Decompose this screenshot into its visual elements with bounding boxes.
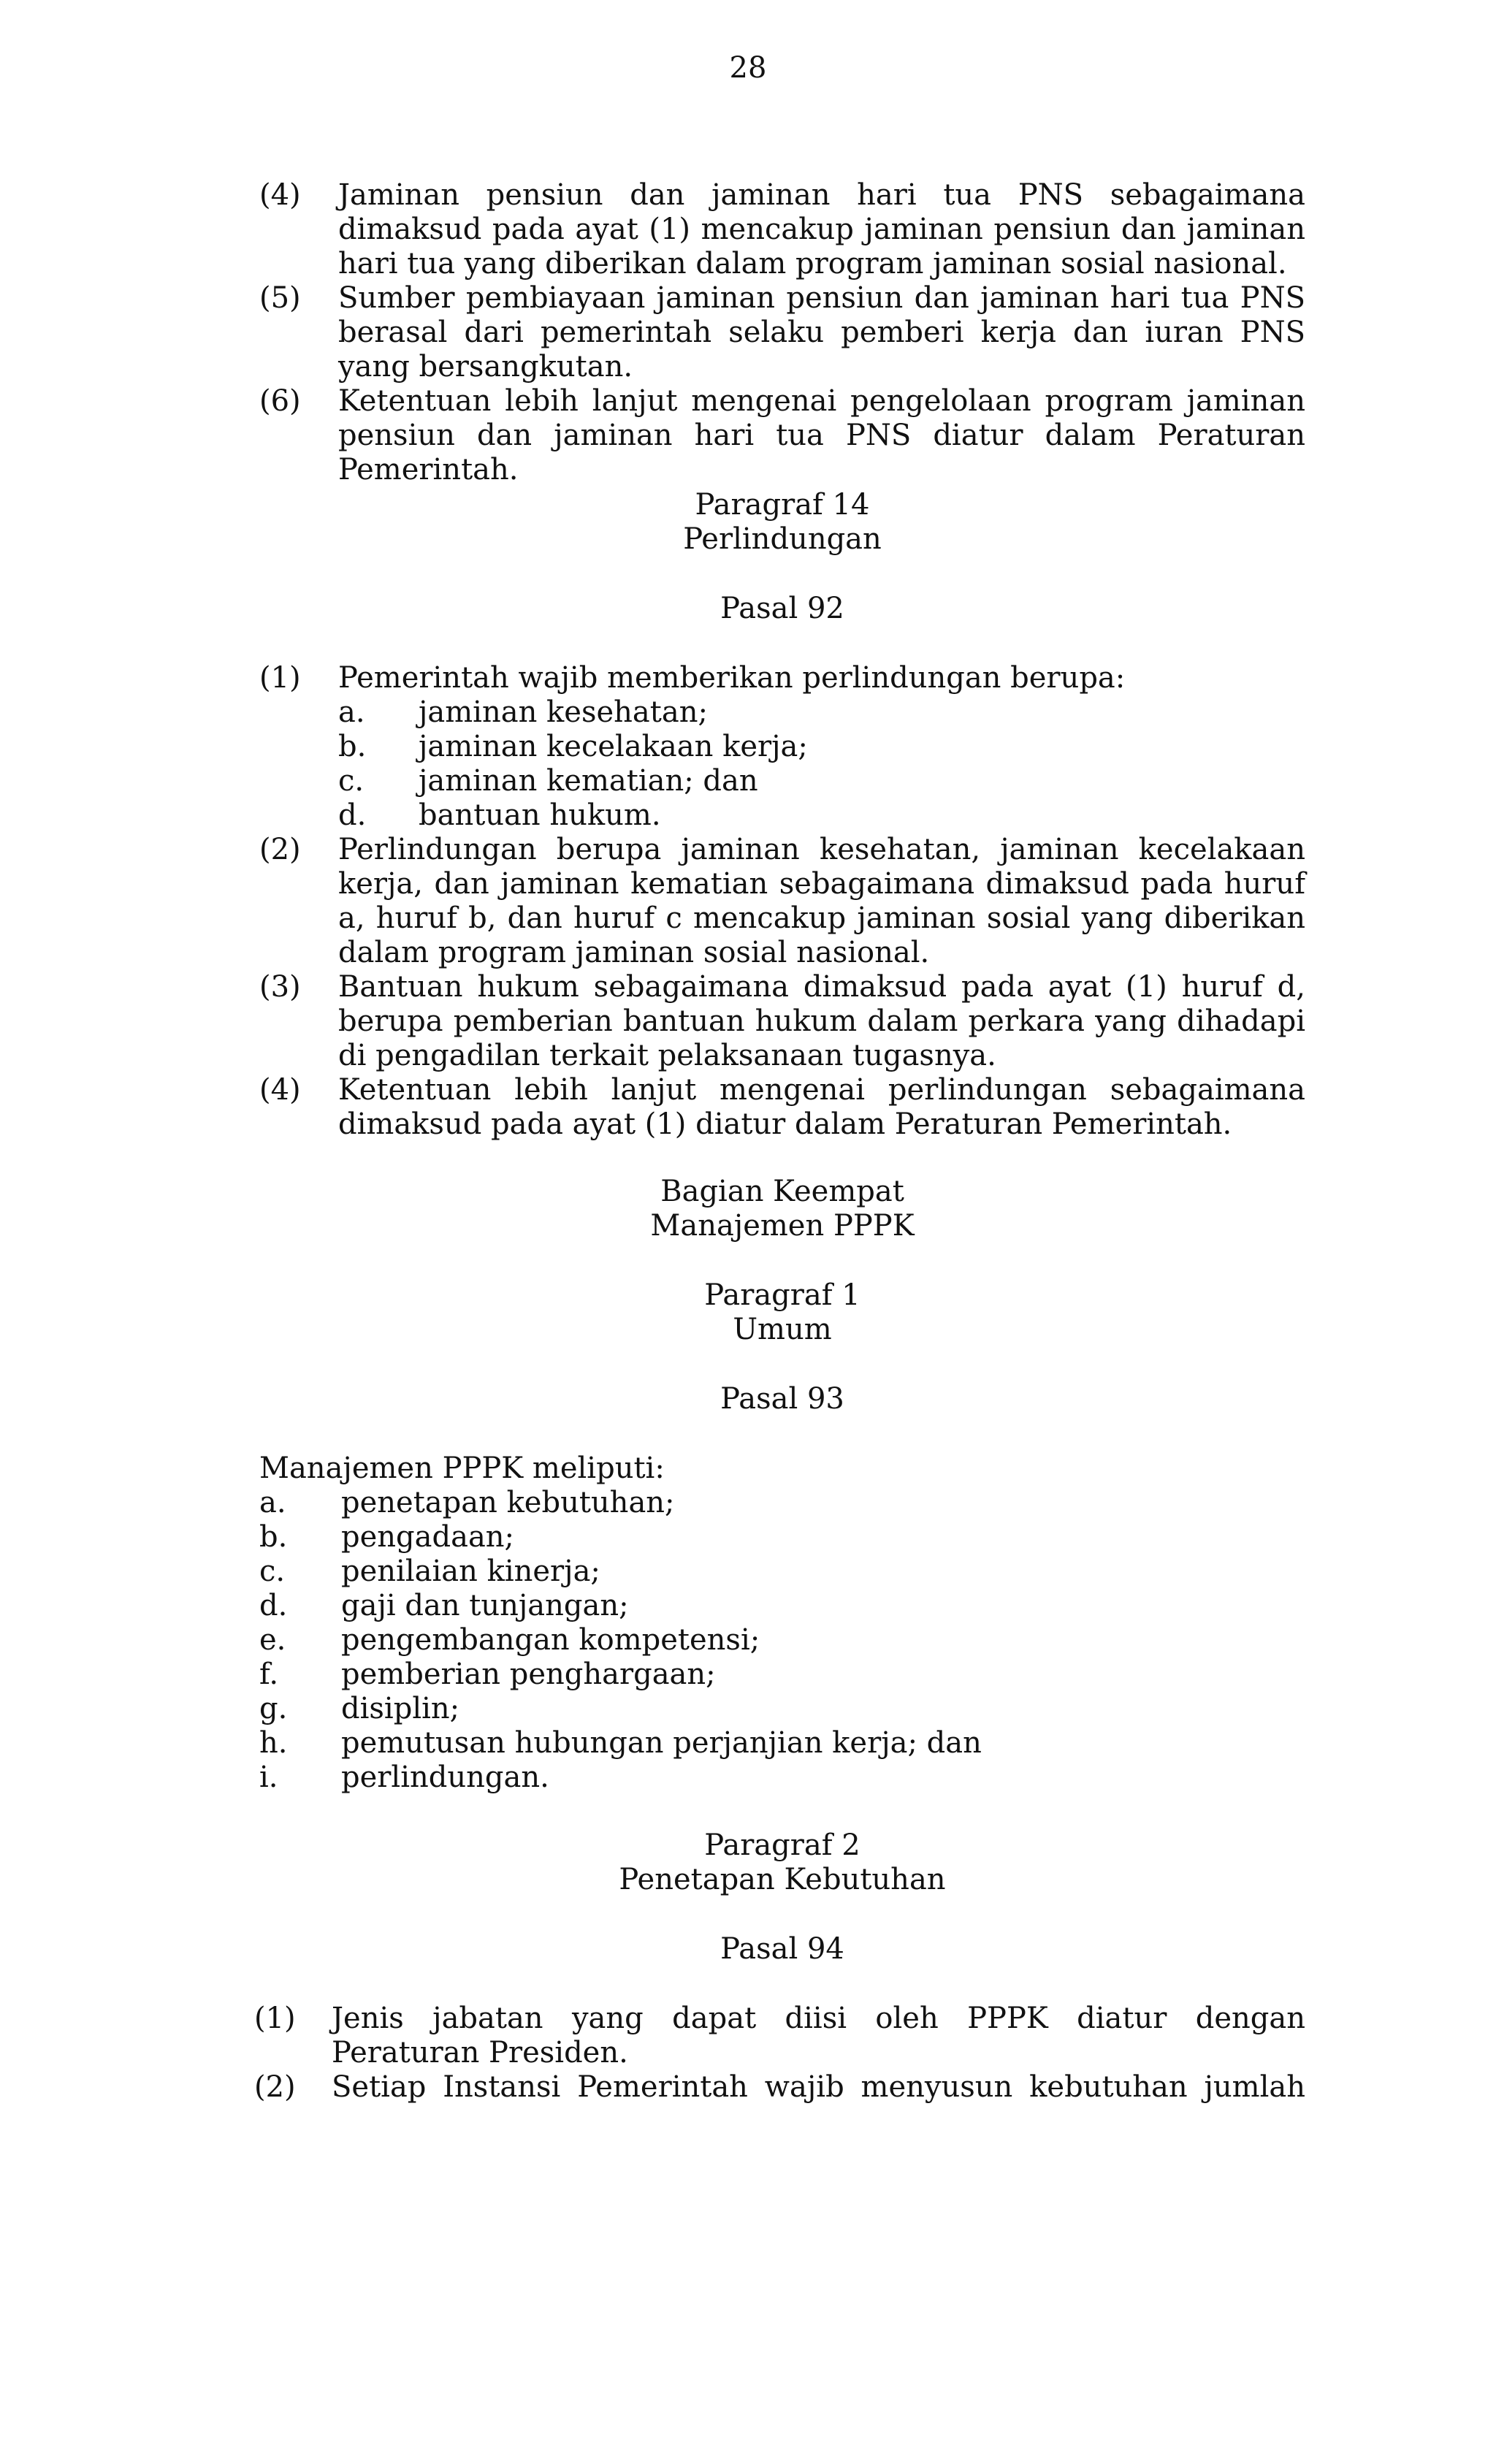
list-item: [338, 730, 1305, 764]
list-text: pemberian penghargaan;: [341, 1658, 716, 1691]
ayat-text: Ketentuan lebih lanjut mengenai pengelolaan program jaminan pensiun dan jaminan hari tua PNS diatur dalam Peraturan Pemerintah.: [338, 384, 1305, 487]
list-letter: a.: [338, 695, 365, 729]
list-text: jaminan kematian; dan: [419, 764, 758, 798]
ayat-number: (5): [259, 281, 301, 315]
list-item: [259, 1692, 1305, 1726]
bagian-subtitle: Manajemen PPPK: [650, 1209, 915, 1243]
list-text: jaminan kesehatan;: [419, 695, 708, 729]
list-item: [259, 1520, 1305, 1555]
pasal-94-title: Pasal 94: [720, 1932, 844, 1966]
list-text: penilaian kinerja;: [341, 1555, 600, 1588]
ayat-text: Setiap Instansi Pemerintah wajib menyusun kebutuhan jumlah: [332, 2070, 1305, 2104]
list-letter: b.: [338, 730, 367, 763]
pasal-93-title: Pasal 93: [720, 1382, 844, 1416]
paragraf-1-heading: [259, 1278, 1305, 1347]
pasal-92-body: [259, 661, 1305, 1142]
paragraf-title: Paragraf 14: [695, 488, 870, 522]
paragraf-title: Paragraf 2: [704, 1828, 860, 1862]
bagian-heading: [259, 1175, 1305, 1243]
paragraf-subtitle: Umum: [733, 1313, 832, 1346]
ayat-3: [259, 970, 1305, 1073]
list-text: perlindungan.: [341, 1761, 549, 1794]
list-letter: g.: [259, 1692, 288, 1725]
ayat-text: Sumber pembiayaan jaminan pensiun dan jaminan hari tua PNS berasal dari pemerintah selaku pemberi kerja dan iuran PNS yang bersangkutan.: [338, 281, 1305, 384]
paragraf-subtitle: Penetapan Kebutuhan: [619, 1863, 946, 1896]
ayat-2: [254, 2070, 1305, 2105]
list-letter: b.: [259, 1520, 288, 1554]
list-text: penetapan kebutuhan;: [341, 1486, 675, 1519]
ayat-number: (4): [259, 1073, 301, 1107]
list-item: [338, 695, 1305, 730]
list-letter: f.: [259, 1658, 279, 1691]
list-text: pengadaan;: [341, 1520, 515, 1554]
list-letter: c.: [259, 1555, 286, 1588]
ayat-text: Perlindungan berupa jaminan kesehatan, jaminan kecelakaan kerja, dan jaminan kematian sebagaimana dimaksud pada huruf a, huruf b, dan huruf c mencakup jaminan sosial yang diberikan dalam program jaminan sosial nasional.: [338, 833, 1305, 969]
list-text: pengembangan kompetensi;: [341, 1623, 760, 1657]
list-item: [259, 1555, 1305, 1589]
list-letter: d.: [259, 1589, 288, 1622]
ayat-4: [259, 1073, 1305, 1142]
list-text: pemutusan hubungan perjanjian kerja; dan: [341, 1726, 982, 1760]
ayat-number: (3): [259, 970, 301, 1004]
list-text: gaji dan tunjangan;: [341, 1589, 629, 1622]
page-number: 28: [729, 51, 767, 85]
list-item: [338, 798, 1305, 833]
pasal-94-body: [254, 2002, 1305, 2105]
list-item: [259, 1486, 1305, 1520]
ayat-text: Bantuan hukum sebagaimana dimaksud pada ayat (1) huruf d, berupa pemberian bantuan hukum dalam perkara yang dihadapi di pengadilan terkait pelaksanaan tugasnya.: [338, 970, 1305, 1072]
list-letter: a.: [259, 1486, 286, 1519]
ayat-text: Ketentuan lebih lanjut mengenai perlindungan sebagaimana dimaksud pada ayat (1) diatur dalam Peraturan Pemerintah.: [338, 1073, 1305, 1141]
list-letter: i.: [259, 1761, 278, 1794]
list-text: jaminan kecelakaan kerja;: [419, 730, 808, 763]
ayat-5: [259, 281, 1305, 384]
ayat-1: [254, 2002, 1305, 2070]
pasal91-continuation: [259, 178, 1305, 487]
list-letter: c.: [338, 764, 365, 798]
list-letter: h.: [259, 1726, 288, 1760]
ayat-number: (4): [259, 178, 301, 212]
list-item: [338, 764, 1305, 798]
list-item: [259, 1623, 1305, 1658]
ayat-number: (1): [254, 2002, 296, 2035]
paragraf-title: Paragraf 1: [704, 1278, 860, 1312]
pasal-92-title: Pasal 92: [720, 592, 844, 625]
paragraf-14-heading: [259, 488, 1305, 557]
ayat-text: Jaminan pensiun dan jaminan hari tua PNS sebagaimana dimaksud pada ayat (1) mencakup jaminan pensiun dan jaminan hari tua yang diberikan dalam program jaminan sosial nasional.: [338, 178, 1305, 281]
ayat-number: (1): [259, 661, 301, 695]
ayat-4: [259, 178, 1305, 281]
ayat-2: [259, 833, 1305, 970]
ayat-number: (6): [259, 384, 301, 418]
paragraf-subtitle: Perlindungan: [683, 522, 882, 556]
list-item: [259, 1726, 1305, 1761]
sub-list: [259, 695, 1305, 833]
list-item: [259, 1589, 1305, 1623]
list-item: [259, 1761, 1305, 1795]
ayat-1: [259, 661, 1305, 695]
list-letter: d.: [338, 798, 367, 832]
list-text: bantuan hukum.: [419, 798, 661, 832]
paragraf-2-heading: [259, 1828, 1305, 1897]
pasal-93-intro: Manajemen PPPK meliputi:: [259, 1452, 665, 1485]
ayat-number: (2): [254, 2070, 296, 2104]
pasal-93-body: [259, 1452, 1305, 1795]
ayat-number: (2): [259, 833, 301, 866]
ayat-text: Jenis jabatan yang dapat diisi oleh PPPK diatur dengan Peraturan Presiden.: [332, 2002, 1305, 2070]
bagian-title: Bagian Keempat: [660, 1175, 904, 1208]
ayat-text: Pemerintah wajib memberikan perlindungan berupa:: [338, 661, 1126, 695]
list-text: disiplin;: [341, 1692, 460, 1725]
list-item: [259, 1658, 1305, 1692]
list-letter: e.: [259, 1623, 286, 1657]
ayat-6: [259, 384, 1305, 487]
